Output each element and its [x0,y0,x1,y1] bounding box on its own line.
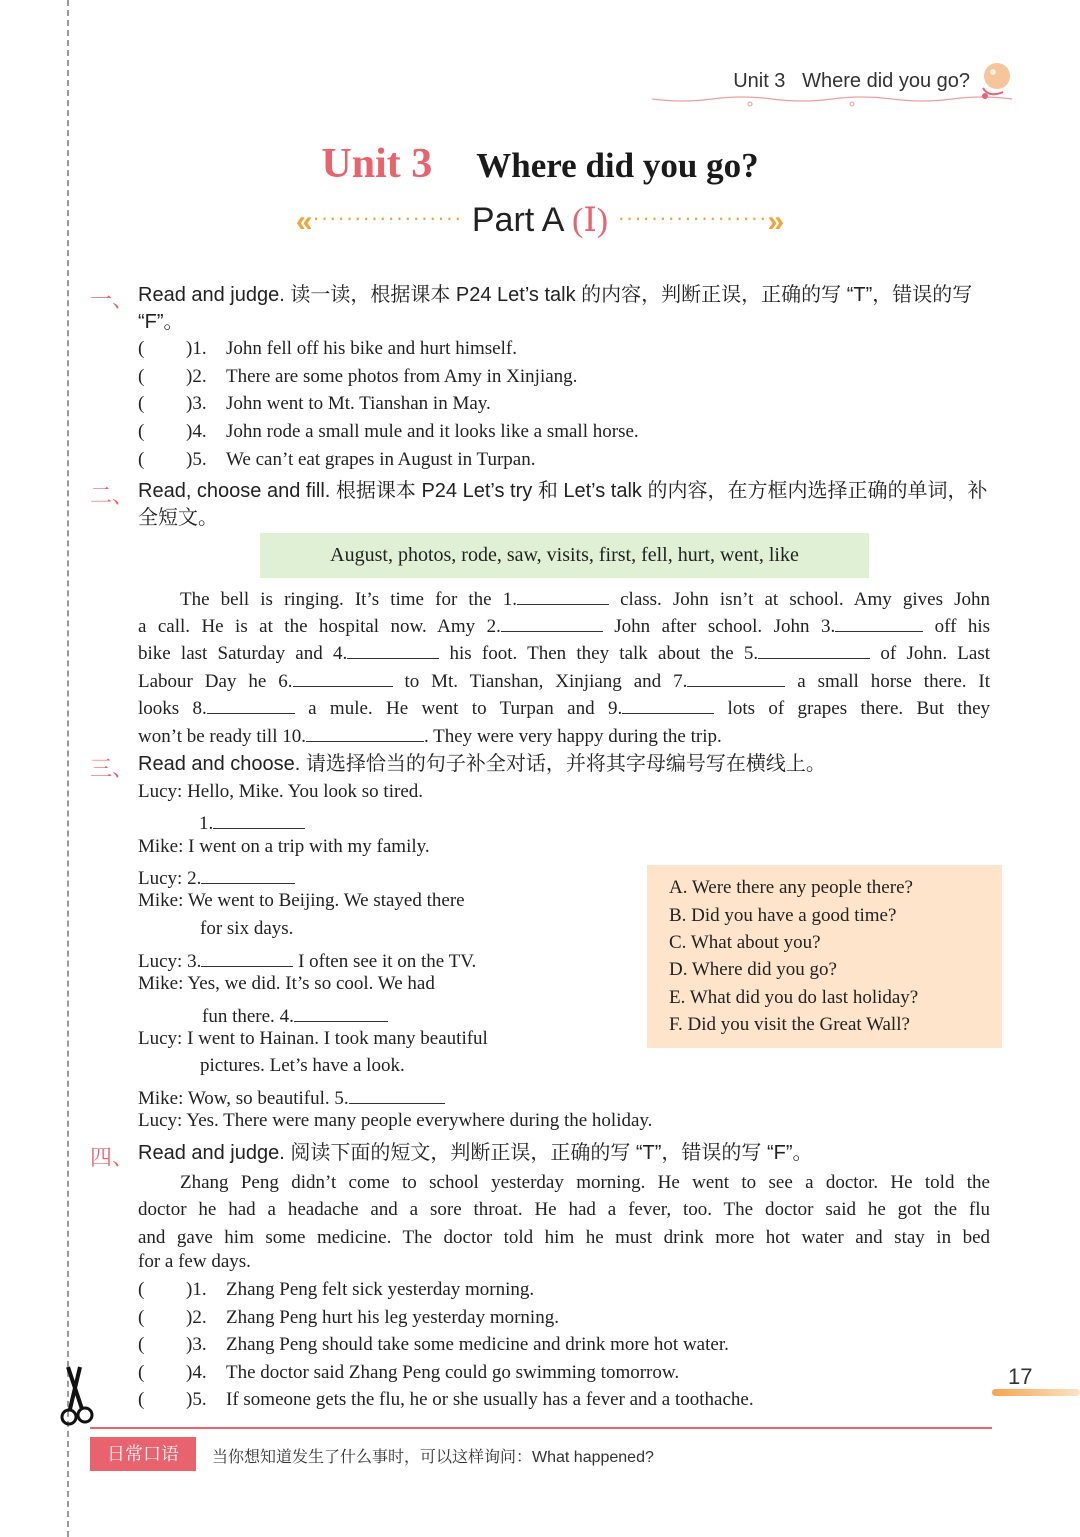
footer-divider [90,1427,992,1429]
options-box [647,865,1002,1048]
option-c: C. What about you? [669,932,821,953]
page-number: 17 [1008,1364,1033,1389]
judge-item: ( )2. There are some photos from Amy in Xinjiang. [138,366,578,387]
blank-field[interactable] [207,693,295,714]
dialog-line: Lucy: 3. I often see it on the TV. [138,946,476,973]
speaker: Lucy: [138,1110,183,1131]
speaker: Lucy: [138,951,183,972]
passage-line: looks 8. a mule. He went to Turpan and 9. lots of grapes there. But they [138,693,990,722]
blank-field[interactable] [501,611,603,632]
right-dots: ·················· [617,205,768,230]
part-roman: (Ⅰ) [572,202,609,239]
blank-field[interactable] [347,638,439,659]
blank-field[interactable] [835,611,923,632]
section4-number: 四、 [90,1145,135,1170]
dialog-line: Mike: Yes, we did. It’s so cool. We had [138,973,435,994]
reading-line: doctor he had a headache and a sore throat. He had a fever, too. The doctor said he got the flu [138,1199,990,1220]
speaker: Mike: [138,890,184,911]
dialog-line: pictures. Let’s have a look. [200,1055,405,1076]
section2-instruction: Read, choose and fill. 根据课本 P24 Let’s try 和 Let’s talk 的内容，在方框内选择正确的单词，补全短文。 [138,480,988,529]
option-d: D. Where did you go? [669,959,837,980]
judge-item: ( )4. The doctor said Zhang Peng could go swimming tomorrow. [138,1362,680,1383]
part-heading [0,200,1080,240]
title-unit: Unit 3 [321,141,433,187]
judge-item: ( )5. If someone gets the flu, he or she usually has a fever and a toothache. [138,1389,754,1410]
dialog-line: Lucy: Hello, Mike. You look so tired. [138,781,424,802]
judge-item: ( )3. Zhang Peng should take some medicine and drink more hot water. [138,1334,729,1355]
header-unit: Unit 3 [733,70,786,92]
section4-instruction: Read and judge. 阅读下面的短文，判断正误，正确的写 “T”，错误的写 “F”。 [138,1142,813,1164]
blank-field[interactable] [213,808,305,829]
title-name: Where did you go? [476,146,759,185]
option-f: F. Did you visit the Great Wall? [669,1014,910,1035]
blank-field[interactable] [687,666,785,687]
header-title: Where did you go? [802,70,970,92]
blank-field[interactable] [201,946,293,967]
judge-item: ( )2. Zhang Peng hurt his leg yesterday morning. [138,1307,559,1328]
header-underline [652,95,1012,107]
blank-field[interactable] [294,1001,388,1022]
section3-number: 三、 [90,756,135,781]
left-dots: ·················· [312,205,463,230]
right-chevron-icon: » [767,205,785,238]
speaker: Mike: [138,836,184,857]
passage-line: bike last Saturday and 4. his foot. Then they talk about the 5. of John. Last [138,638,990,667]
running-header [733,70,970,93]
judge-item: ( )1. John fell off his bike and hurt himself. [138,338,517,359]
dialog-line: Mike: I went on a trip with my family. [138,836,430,857]
blank-field[interactable] [758,638,870,659]
word-bank: August, photos, rode, saw, visits, first, fell, hurt, went, like [260,533,869,578]
section3-instruction: Read and choose. 请选择恰当的句子补全对话，并将其字母编号写在横线上。 [138,753,826,775]
judge-item: ( )5. We can’t eat grapes in August in Turpan. [138,449,536,470]
passage-line: The bell is ringing. It’s time for the 1. class. John isn’t at school. Amy gives John [138,584,990,613]
section1-number: 一、 [90,287,135,312]
passage-line: won’t be ready till 10. . They were very happy during the trip. [138,721,722,748]
header-decoration-icon [975,58,1015,104]
dialog-line: for six days. [200,918,294,939]
dialog-line: Lucy: I went to Hainan. I took many beautiful [138,1028,488,1049]
reading-line: and gave him some medicine. The doctor told him he must drink more hot water and stay in bed [138,1227,990,1248]
dialog-line: Mike: We went to Beijing. We stayed there [138,890,465,911]
dialog-line: Lucy: 2. [138,863,295,890]
dialog-line: fun there. 4. [202,1001,388,1028]
reading-line: for a few days. [138,1251,251,1272]
blank-field[interactable] [306,721,424,742]
option-a: A. Were there any people there? [669,877,913,898]
passage-line: Labour Day he 6. to Mt. Tianshan, Xinjiang and 7. a small horse there. It [138,666,990,695]
blank-field[interactable] [517,584,609,605]
page-title [0,140,1080,188]
dialog-line: Lucy: Yes. There were many people everywhere during the holiday. [138,1110,653,1131]
blank-field[interactable] [293,666,393,687]
blank-field[interactable] [349,1083,445,1104]
judge-item: ( )4. John rode a small mule and it looks like a small horse. [138,421,639,442]
speaker: Mike: [138,973,184,994]
dialog-line: Mike: Wow, so beautiful. 5. [138,1083,445,1110]
scissors-icon [60,1365,100,1429]
passage-line: a call. He is at the hospital now. Amy 2. John after school. John 3. off his [138,611,990,640]
reading-line: Zhang Peng didn’t come to school yesterday morning. He went to see a doctor. He told the [180,1172,990,1193]
speaker: Lucy: [138,868,183,889]
left-chevron-icon: « [295,205,313,238]
page-number-underline [992,1389,1080,1396]
speaker: Mike: [138,1088,184,1109]
dialog-line: 1. [199,808,305,835]
speaker: Lucy: [138,781,183,802]
section1-instruction: Read and judge. 读一读，根据课本 P24 Let’s talk 的内容，判断正误，正确的写 “T”，错误的写 “F”。 [138,284,973,333]
blank-field[interactable] [622,693,714,714]
option-b: B. Did you have a good time? [669,905,897,926]
section2-number: 二、 [90,483,135,508]
judge-item: ( )1. Zhang Peng felt sick yesterday morning. [138,1279,535,1300]
blank-field[interactable] [201,863,295,884]
option-e: E. What did you do last holiday? [669,987,919,1008]
part-label: Part A [471,201,563,239]
speaker: Lucy: [138,1028,183,1049]
footer-tip: 当你想知道发生了什么事时，可以这样询问：What happened? [212,1449,654,1466]
judge-item: ( )3. John went to Mt. Tianshan in May. [138,393,491,414]
footer-tag: 日常口语 [90,1437,196,1471]
